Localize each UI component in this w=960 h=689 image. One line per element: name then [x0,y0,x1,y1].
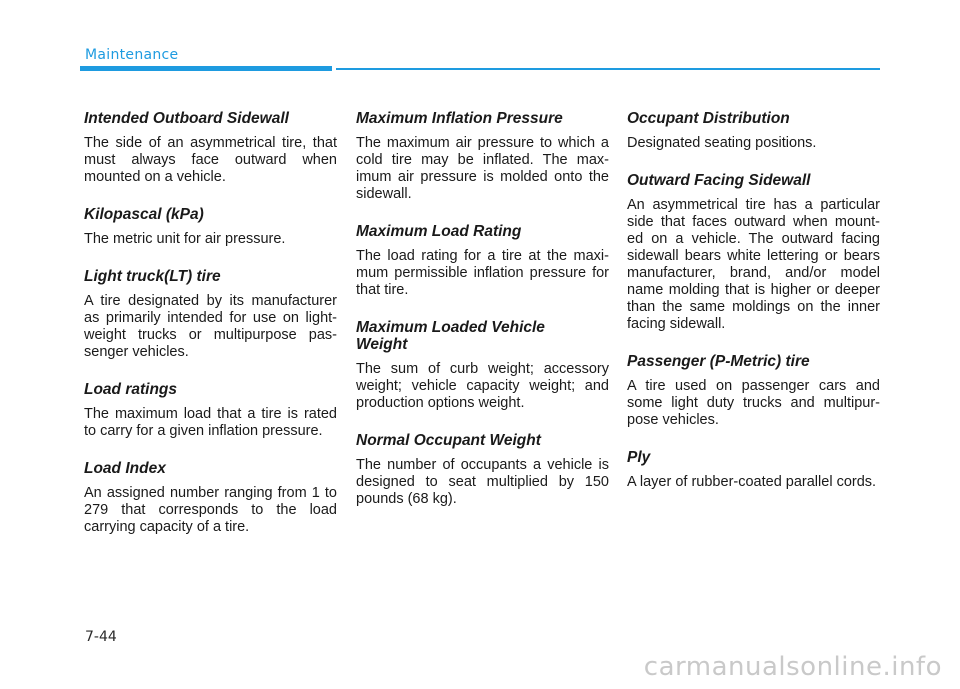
glossary-entry [84,460,337,536]
glossary-term: Maximum Loaded Vehicle Weight [356,319,545,353]
glossary-entry [627,449,880,491]
glossary-term: Kilopascal (kPa) [84,206,204,223]
glossary-term: Load ratings [84,381,178,398]
glossary-definition: An assigned number ranging from 1 to 279 that corresponds to the load carrying capacity of a tire. [84,485,337,535]
glossary-definition: The metric unit for air pressure. [84,231,286,247]
glossary-term: Load Index [84,460,166,477]
glossary-entry [84,206,337,248]
glossary-definition: The sum of curb weight; accessory weight; vehicle capacity weight; and production options weight. [356,361,609,411]
glossary-definition: The number of occupants a vehicle is designed to seat multiplied by 150 pounds (68 kg). [356,457,609,507]
glossary-term: Maximum Load Rating [356,223,522,240]
glossary-entry [84,381,337,440]
glossary-term: Maximum Inflation Pressure [356,110,563,127]
glossary-entry [356,319,609,412]
glossary-term: Passenger (P-Metric) tire [627,353,810,370]
glossary-entry [356,432,609,508]
glossary-entry [627,172,880,333]
glossary-definition: The maximum load that a tire is rated to carry for a given inflation pressure. [84,406,337,439]
glossary-entry [356,110,609,203]
glossary-term: Outward Facing Sidewall [627,172,811,189]
glossary-definition: The load rating for a tire at the maxi-mum permissible inflation pressure for that tire. [356,248,609,298]
glossary-definition: A tire designated by its manufacturer as primarily intended for use on light-weight trucks or multipurpose pas-senger vehicles. [84,293,337,360]
glossary-term: Ply [627,449,651,466]
glossary-definition: Designated seating positions. [627,135,817,151]
watermark: carmanualsonline.info [643,652,942,682]
section-title: Maintenance [85,47,179,63]
glossary-term: Intended Outboard Sidewall [84,110,289,127]
glossary-definition: The maximum air pressure to which a cold tire may be inflated. The max-imum air pressure is molded onto the sidewall. [356,135,609,202]
glossary-definition: The side of an asymmetrical tire, that must always face outward when mounted on a vehicle. [84,135,337,185]
column-2 [356,110,609,528]
page-number: 7-44 [85,629,117,645]
glossary-definition: A layer of rubber-coated parallel cords. [627,474,877,490]
glossary-entry [84,268,337,361]
glossary-entry [356,223,609,299]
glossary-term: Occupant Distribution [627,110,790,127]
column-3 [627,110,880,511]
glossary-term: Normal Occupant Weight [356,432,541,449]
column-1 [84,110,337,556]
glossary-entry [627,353,880,429]
glossary-entry [84,110,337,186]
header-rule-thick [80,66,332,71]
glossary-entry [627,110,880,152]
glossary-term: Light truck(LT) tire [84,268,221,285]
glossary-definition: A tire used on passenger cars and some light duty trucks and multipur-pose vehicles. [627,378,880,428]
glossary-definition: An asymmetrical tire has a particular side that faces outward when mount-ed on a vehicle. The outward facing sidewall bears white lettering or bears manufacturer, brand, and/or model name molding that is higher or deeper than the same moldings on the inner facing sidewall. [627,197,880,332]
header-rule-thin [336,68,880,70]
